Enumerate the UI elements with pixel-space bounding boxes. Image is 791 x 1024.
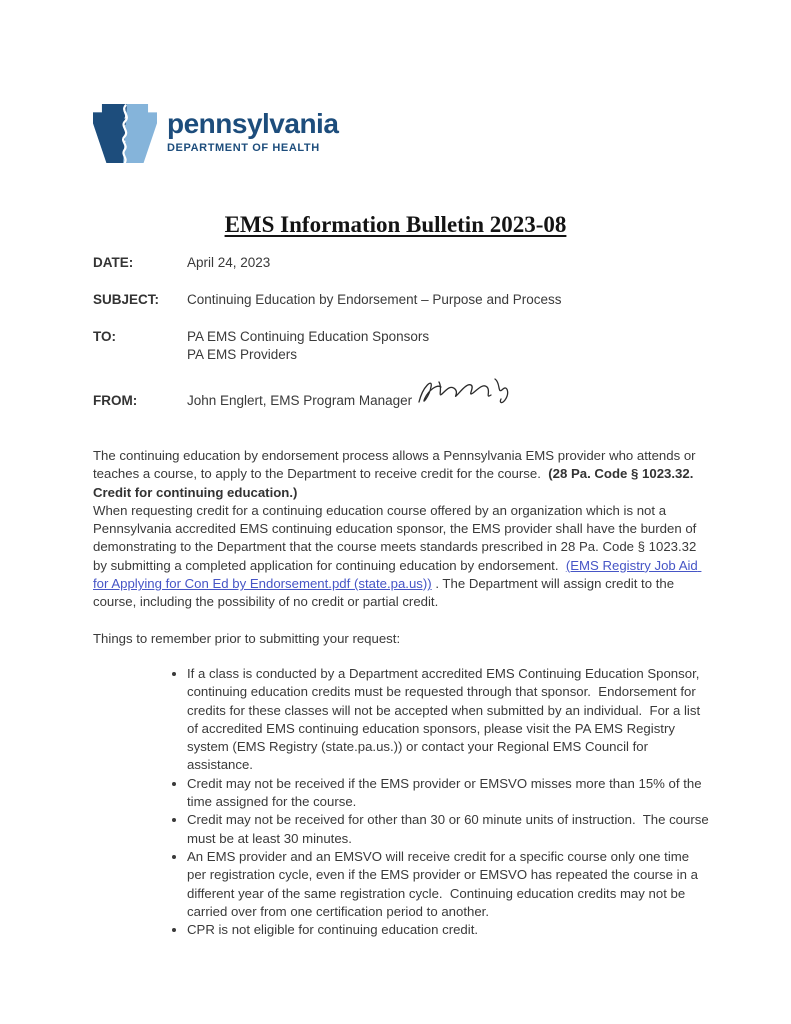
para1-text: The continuing education by endorsement process allows a Pennsylvania EMS provider who attends or teaches a course, to apply to the Department to receive credit for the course. — [93, 448, 700, 482]
logo-brand-text: pennsylvania — [167, 108, 339, 139]
reminder-bullet-list — [93, 665, 713, 939]
date-label: DATE: — [93, 255, 134, 270]
subject-value: Continuing Education by Endorsement – Purpose and Process — [187, 292, 562, 307]
from-label: FROM: — [93, 393, 138, 408]
meta-row-subject — [93, 291, 707, 309]
paragraph-endorsement-intro — [93, 447, 709, 502]
bullet-30-60-minute-units: • Credit may not be received for other than 30 or 60 minute units of instruction. The course must be at least 30 minutes. — [187, 811, 709, 848]
bullet-sponsor-classes: • If a class is conducted by a Department accredited EMS Continuing Education Sponsor, continuing education credits must be requested through that sponsor. Endorsement for credits for these classes will not be accepted when submitted by an individual. For a list of accredited EMS continuing education sponsors, please visit the PA EMS Registry system (EMS Registry (state.pa.us.)) or contact your Regional EMS Council for assistance. — [187, 665, 709, 775]
date-value: April 24, 2023 — [187, 255, 271, 270]
subject-label: SUBJECT: — [93, 292, 160, 307]
bullet-one-time-per-cycle: • An EMS provider and an EMSVO will receive credit for a specific course only one time per registration cycle, even if the EMS provider or EMSVO has repeated the course in a different year of the same registration cycle. Continuing education credits may not be carried over from one certification period to another. — [187, 848, 709, 921]
logo-department-text: DEPARTMENT OF HEALTH — [167, 142, 320, 154]
logo-wordmark — [167, 102, 338, 154]
job-aid-link[interactable]: (EMS Registry Job Aid for Applying for Con Ed by Endorsement.pdf (state.pa.us)) — [93, 557, 702, 592]
things-to-remember-heading: Things to remember prior to submitting your request: — [93, 630, 401, 646]
meta-row-from — [93, 392, 707, 410]
pa-doh-logo — [93, 102, 338, 165]
meta-row-to — [93, 328, 707, 364]
bulletin-meta — [93, 254, 707, 429]
paragraph-requesting-credit — [93, 502, 709, 612]
para2-text-after-link: . The Department will assign credit to the course, including the possibility of no credit or partial credit. — [93, 576, 678, 610]
to-label: TO: — [93, 329, 116, 344]
from-value — [187, 392, 412, 410]
keystone-caduceus-icon — [93, 102, 157, 165]
bullet-15-percent-rule: • Credit may not be received if the EMS provider or EMSVO misses more than 15% of the time assigned for the course. — [187, 775, 709, 812]
para1-citation-bold: (28 Pa. Code § 1023.32. Credit for continuing education.) — [93, 466, 698, 500]
handwritten-signature — [415, 372, 515, 416]
to-line-providers: PA EMS Providers — [187, 347, 298, 362]
meta-row-date — [93, 254, 707, 272]
from-name-text: John Englert, EMS Program Manager — [187, 393, 413, 408]
bullet-cpr-not-eligible: • CPR is not eligible for continuing education credit. — [187, 921, 709, 939]
to-line-sponsors: PA EMS Continuing Education Sponsors — [187, 329, 430, 344]
bulletin-body — [93, 447, 713, 939]
bulletin-title: EMS Information Bulletin 2023-08 — [224, 212, 567, 237]
to-value — [187, 328, 429, 364]
para2-text-before-link: When requesting credit for a continuing education course offered by an organization which is not a Pennsylvania accredited EMS continuing education sponsor, the EMS provider shall have the burden of demonstrating to the Department that the course meets standards prescribed in 28 Pa. Code § 1023.32 by submitting a completed application for continuing education by endorsement. — [93, 502, 700, 573]
